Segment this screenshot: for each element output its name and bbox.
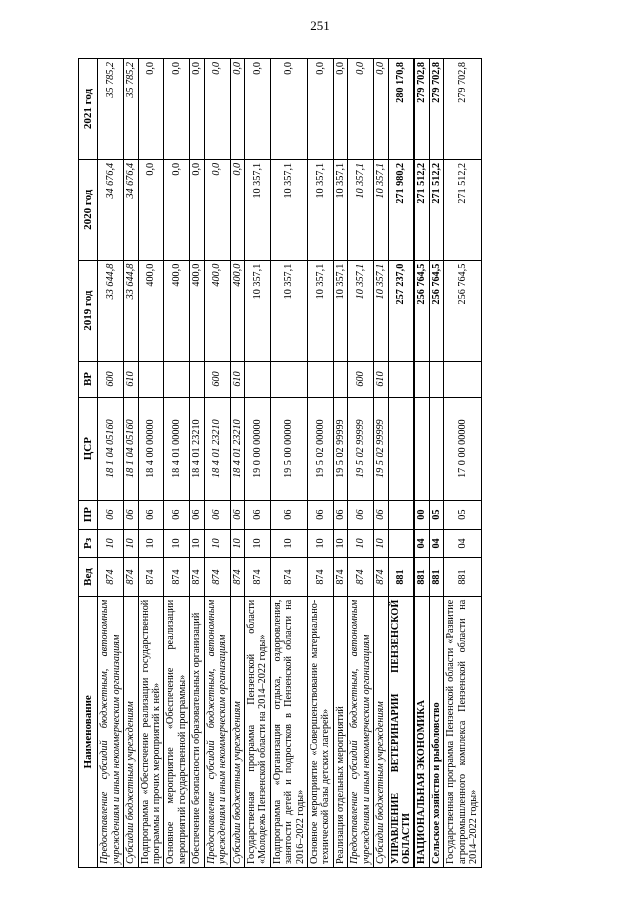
row-vr	[244, 361, 270, 397]
row-rz: 10	[374, 529, 388, 558]
row-pr: 06	[124, 500, 138, 529]
row-value-2019: 400,0	[164, 260, 190, 361]
row-pr: 06	[230, 500, 244, 529]
row-value-2020: 271 980,2	[388, 159, 414, 260]
row-vr	[164, 361, 190, 397]
row-csr: 19 5 00 00000	[270, 397, 307, 500]
row-name: Обеспечение безопасности образовательных организаций	[190, 596, 204, 867]
row-csr: 18 4 01 00000	[164, 397, 190, 500]
row-value-2019: 400,0	[138, 260, 164, 361]
row-value-2020: 0,0	[138, 159, 164, 260]
row-rz: 10	[98, 529, 124, 558]
row-value-2020: 0,0	[230, 159, 244, 260]
row-value-2019: 33 644,8	[124, 260, 138, 361]
row-name: Государственная программа Пензенской области «Развитие агропромышленного комплекса Пензенской области на 2014–2022 годы»	[444, 596, 481, 867]
row-vr	[190, 361, 204, 397]
header-name: Наименование	[79, 596, 98, 867]
header-pr: ПР	[79, 500, 98, 529]
row-value-2021: 279 702,8	[429, 59, 443, 160]
row-value-2021: 0,0	[164, 59, 190, 160]
row-value-2020: 10 357,1	[333, 159, 347, 260]
row-csr	[429, 397, 443, 500]
row-value-2021: 0,0	[230, 59, 244, 160]
row-value-2021: 0,0	[333, 59, 347, 160]
row-ved: 881	[388, 558, 414, 596]
row-pr	[388, 500, 414, 529]
row-vr	[444, 361, 481, 397]
table-row	[388, 59, 414, 868]
table-row	[270, 59, 307, 868]
row-pr: 06	[204, 500, 230, 529]
row-value-2019: 10 357,1	[308, 260, 334, 361]
row-value-2021: 279 702,8	[444, 59, 481, 160]
row-vr	[414, 361, 429, 397]
row-csr	[414, 397, 429, 500]
row-name: НАЦИОНАЛЬНАЯ ЭКОНОМИКА	[414, 596, 429, 867]
row-ved: 874	[204, 558, 230, 596]
row-name: Основное мероприятие «Совершенствование материально-технической базы детских лагерей»	[308, 596, 334, 867]
row-value-2019: 257 237,0	[388, 260, 414, 361]
row-rz: 10	[270, 529, 307, 558]
table-row	[414, 59, 429, 868]
row-pr: 05	[444, 500, 481, 529]
row-vr: 600	[98, 361, 124, 397]
table-row	[98, 59, 124, 868]
row-pr: 06	[308, 500, 334, 529]
row-vr	[138, 361, 164, 397]
row-name: Субсидии бюджетным учреждениям	[124, 596, 138, 867]
row-ved: 874	[230, 558, 244, 596]
row-rz: 10	[308, 529, 334, 558]
row-ved: 874	[333, 558, 347, 596]
row-ved: 874	[244, 558, 270, 596]
header-2021: 2021 год	[79, 59, 98, 160]
row-csr: 18 4 01 23210	[190, 397, 204, 500]
row-value-2021: 0,0	[138, 59, 164, 160]
row-csr: 19 5 02 99999	[374, 397, 388, 500]
row-ved: 874	[164, 558, 190, 596]
row-value-2021: 280 170,8	[388, 59, 414, 160]
row-vr: 610	[124, 361, 138, 397]
row-pr: 06	[244, 500, 270, 529]
row-csr: 19 5 02 99999	[333, 397, 347, 500]
rotated-table-container	[78, 58, 558, 868]
row-csr: 19 5 02 99999	[348, 397, 374, 500]
table-row	[230, 59, 244, 868]
row-pr: 06	[333, 500, 347, 529]
table-row	[429, 59, 443, 868]
row-name: УПРАВЛЕНИЕ ВЕТЕРИНАРИИ ПЕНЗЕНСКОЙ ОБЛАСТИ	[388, 596, 414, 867]
row-rz: 10	[138, 529, 164, 558]
row-value-2020: 34 676,4	[98, 159, 124, 260]
row-ved: 874	[190, 558, 204, 596]
header-csr: ЦСР	[79, 397, 98, 500]
row-value-2019: 400,0	[190, 260, 204, 361]
table-row	[333, 59, 347, 868]
row-csr: 19 5 02 00000	[308, 397, 334, 500]
row-value-2019: 10 357,1	[244, 260, 270, 361]
row-value-2019: 10 357,1	[333, 260, 347, 361]
table-row	[348, 59, 374, 868]
row-rz: 10	[230, 529, 244, 558]
row-rz: 10	[190, 529, 204, 558]
row-value-2019: 256 764,5	[444, 260, 481, 361]
row-rz: 10	[348, 529, 374, 558]
row-value-2019: 33 644,8	[98, 260, 124, 361]
row-rz: 10	[204, 529, 230, 558]
row-vr	[270, 361, 307, 397]
row-pr: 06	[270, 500, 307, 529]
row-csr: 19 0 00 00000	[244, 397, 270, 500]
row-pr: 06	[374, 500, 388, 529]
row-pr: 05	[429, 500, 443, 529]
row-ved: 874	[98, 558, 124, 596]
row-rz: 04	[444, 529, 481, 558]
row-vr	[429, 361, 443, 397]
row-pr: 06	[164, 500, 190, 529]
row-vr: 610	[374, 361, 388, 397]
row-csr: 18 4 01 23210	[230, 397, 244, 500]
table-row	[138, 59, 164, 868]
table-row	[444, 59, 481, 868]
header-2020: 2020 год	[79, 159, 98, 260]
row-value-2021: 0,0	[270, 59, 307, 160]
row-value-2019: 400,0	[204, 260, 230, 361]
row-value-2021: 0,0	[190, 59, 204, 160]
row-rz: 10	[124, 529, 138, 558]
row-name: Субсидии бюджетным учреждениям	[374, 596, 388, 867]
table-row	[164, 59, 190, 868]
row-value-2021: 0,0	[308, 59, 334, 160]
row-csr: 18 1 04 05160	[98, 397, 124, 500]
row-value-2019: 400,0	[230, 260, 244, 361]
row-value-2019: 256 764,5	[429, 260, 443, 361]
row-rz	[388, 529, 414, 558]
row-ved: 881	[429, 558, 443, 596]
row-vr: 600	[348, 361, 374, 397]
row-ved: 874	[270, 558, 307, 596]
row-csr	[388, 397, 414, 500]
row-value-2020: 0,0	[190, 159, 204, 260]
row-value-2020: 34 676,4	[124, 159, 138, 260]
table-row	[308, 59, 334, 868]
table-row	[124, 59, 138, 868]
row-value-2020: 10 357,1	[348, 159, 374, 260]
row-vr	[333, 361, 347, 397]
row-vr	[388, 361, 414, 397]
row-name: Сельское хозяйство и рыболовство	[429, 596, 443, 867]
row-ved: 881	[414, 558, 429, 596]
table-header-row	[79, 59, 98, 868]
row-rz: 04	[429, 529, 443, 558]
row-name: Основное мероприятие «Обеспечение реализации мероприятий государственной программы»	[164, 596, 190, 867]
table-body	[98, 59, 481, 868]
rotated-table-frame	[78, 58, 558, 868]
row-ved: 874	[374, 558, 388, 596]
row-ved: 874	[348, 558, 374, 596]
row-value-2020: 271 512,2	[429, 159, 443, 260]
row-name: Субсидии бюджетным учреждениям	[230, 596, 244, 867]
table-row	[244, 59, 270, 868]
row-name: Подпрограмма «Обеспечение реализации государственной программы и прочих мероприятий к ней»	[138, 596, 164, 867]
table-row	[204, 59, 230, 868]
table-row	[374, 59, 388, 868]
row-name: Реализация отдельных мероприятий	[333, 596, 347, 867]
row-value-2021: 0,0	[204, 59, 230, 160]
row-value-2020: 271 512,2	[444, 159, 481, 260]
row-rz: 10	[333, 529, 347, 558]
row-value-2021: 279 702,8	[414, 59, 429, 160]
row-ved: 881	[444, 558, 481, 596]
row-csr: 18 4 00 00000	[138, 397, 164, 500]
row-csr: 18 1 04 05160	[124, 397, 138, 500]
row-value-2019: 10 357,1	[374, 260, 388, 361]
row-name: Подпрограмма «Организация отдыха, оздоровления, занятости детей и подростков в Пензенской области на 2016–2022 годы»	[270, 596, 307, 867]
row-pr: 06	[98, 500, 124, 529]
row-ved: 874	[308, 558, 334, 596]
row-csr: 17 0 00 00000	[444, 397, 481, 500]
row-value-2021: 0,0	[348, 59, 374, 160]
row-value-2020: 10 357,1	[244, 159, 270, 260]
row-vr: 610	[230, 361, 244, 397]
row-ved: 874	[124, 558, 138, 596]
row-pr: 06	[190, 500, 204, 529]
row-rz: 04	[414, 529, 429, 558]
page-number: 251	[310, 18, 330, 33]
row-value-2020: 10 357,1	[270, 159, 307, 260]
row-pr: 06	[348, 500, 374, 529]
table-row	[190, 59, 204, 868]
row-csr: 18 4 01 23210	[204, 397, 230, 500]
row-name: Предоставление субсидий бюджетным, автономным учреждениям и иным некоммерческим организациям	[98, 596, 124, 867]
row-pr: 06	[138, 500, 164, 529]
row-value-2020: 0,0	[204, 159, 230, 260]
row-value-2019: 10 357,1	[348, 260, 374, 361]
header-ved: Вед	[79, 558, 98, 596]
row-pr: 00	[414, 500, 429, 529]
row-name: Предоставление субсидий бюджетным, автономным учреждениям и иным некоммерческим организациям	[204, 596, 230, 867]
row-value-2021: 0,0	[244, 59, 270, 160]
row-vr	[308, 361, 334, 397]
row-rz: 10	[164, 529, 190, 558]
row-value-2020: 271 512,2	[414, 159, 429, 260]
row-value-2020: 0,0	[164, 159, 190, 260]
header-2019: 2019 год	[79, 260, 98, 361]
row-name: Государственная программа Пензенской области «Молодежь Пензенской области на 2014–2022 годы»	[244, 596, 270, 867]
row-rz: 10	[244, 529, 270, 558]
budget-table	[78, 58, 482, 868]
header-vr: ВР	[79, 361, 98, 397]
header-rz: Рз	[79, 529, 98, 558]
row-name: Предоставление субсидий бюджетным, автономным учреждениям и иным некоммерческим организациям	[348, 596, 374, 867]
row-value-2020: 10 357,1	[374, 159, 388, 260]
row-vr: 600	[204, 361, 230, 397]
row-ved: 874	[138, 558, 164, 596]
row-value-2021: 35 785,2	[98, 59, 124, 160]
row-value-2020: 10 357,1	[308, 159, 334, 260]
row-value-2021: 35 785,2	[124, 59, 138, 160]
row-value-2019: 10 357,1	[270, 260, 307, 361]
row-value-2019: 256 764,5	[414, 260, 429, 361]
row-value-2021: 0,0	[374, 59, 388, 160]
